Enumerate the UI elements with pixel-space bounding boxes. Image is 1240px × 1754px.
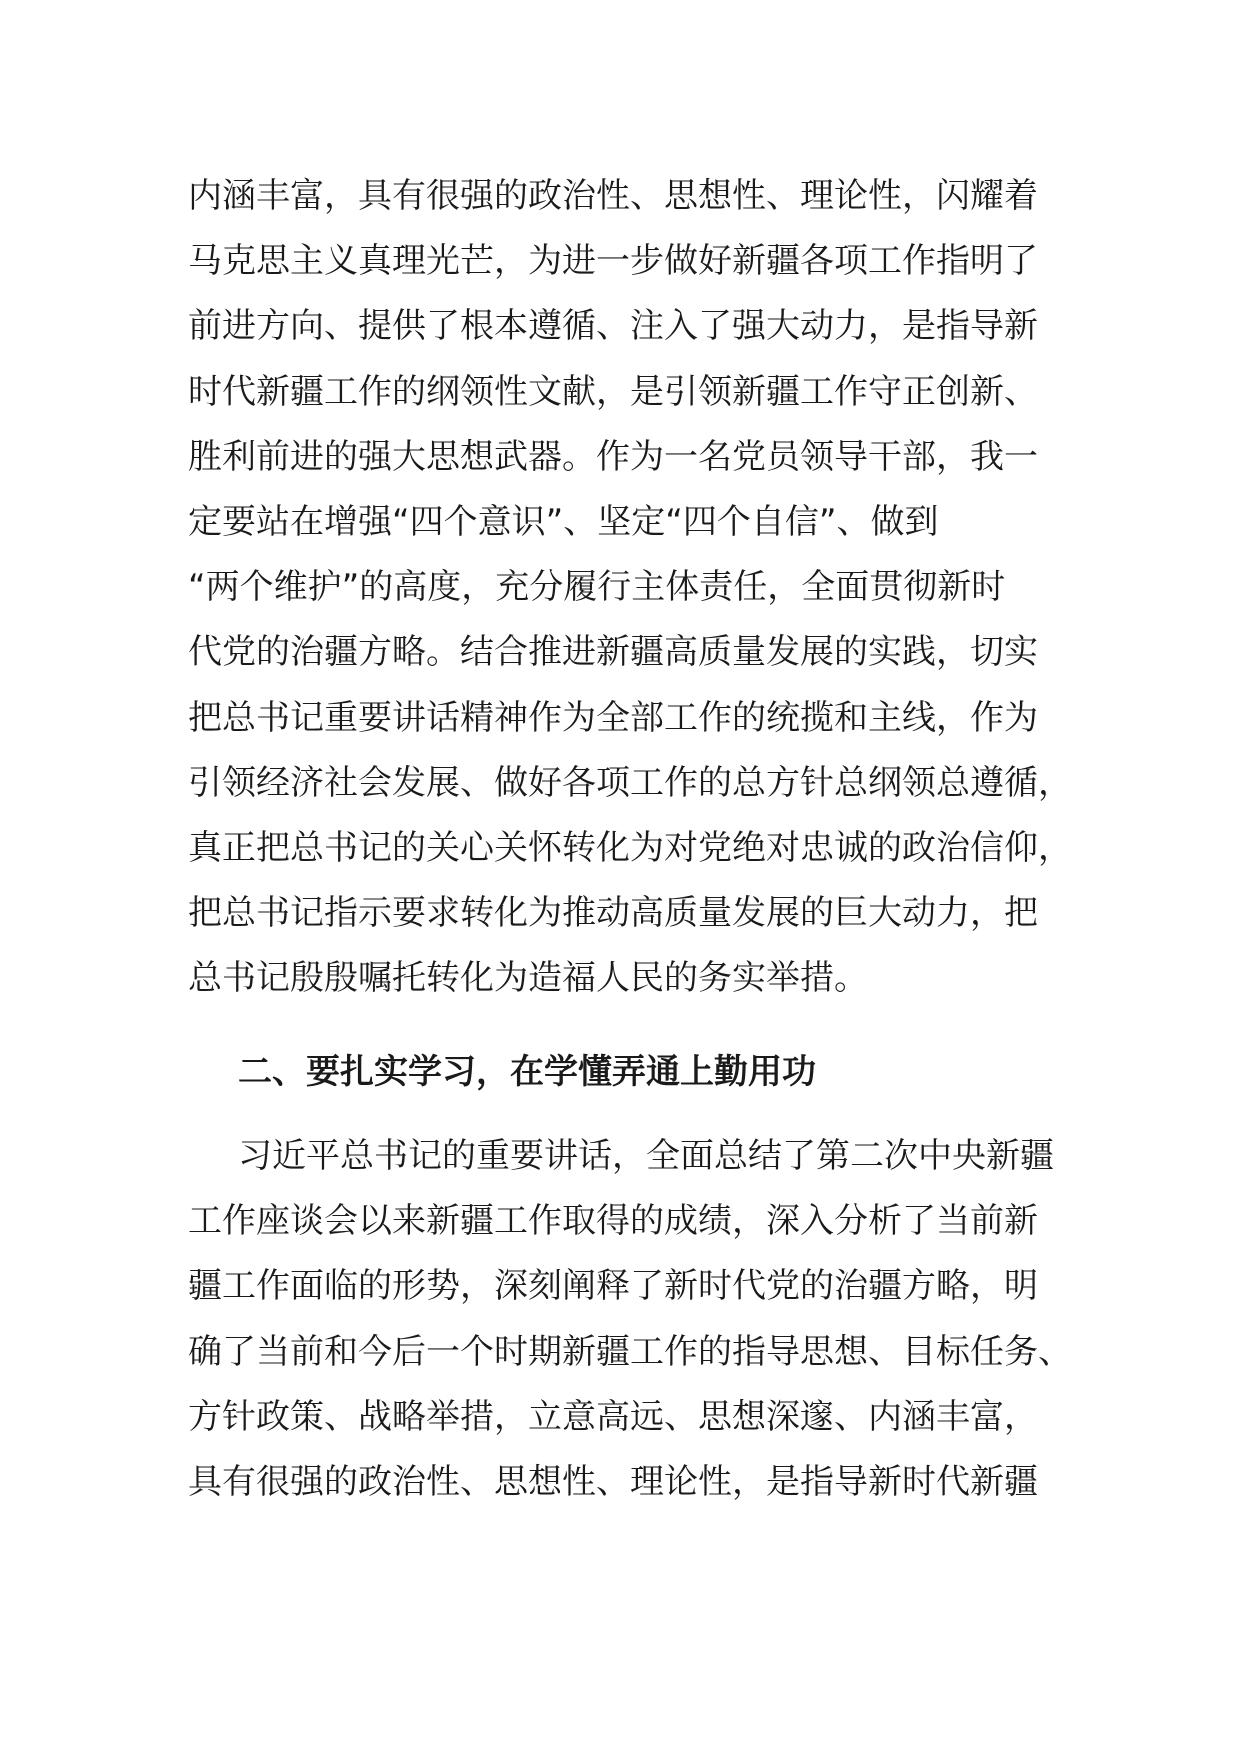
paragraph-line: “两个维护”的高度，充分履行主体责任，全面贯彻新时 xyxy=(188,567,1006,608)
paragraph-line: 前进方向、提供了根本遵循、注入了强大动力，是指导新 xyxy=(188,306,1038,347)
paragraph-line: 引领经济社会发展、做好各项工作的总方针总纲领总遵循， xyxy=(188,762,1072,803)
paragraph-line: 具有很强的政治性、思想性、理论性，是指导新时代新疆 xyxy=(188,1461,1038,1502)
paragraph-line: 总书记殷殷嘱托转化为造福人民的务实举措。 xyxy=(188,958,868,999)
paragraph-1 xyxy=(188,164,1072,1011)
paragraph-2 xyxy=(188,1124,1072,1515)
paragraph-line: 内涵丰富，具有很强的政治性、思想性、理论性，闪耀着 xyxy=(188,176,1038,216)
section-heading: 二、要扎实学习，在学懂弄通上勤用功 xyxy=(238,1052,816,1092)
paragraph-line: 工作座谈会以来新疆工作取得的成绩，深入分析了当前新 xyxy=(188,1201,1038,1242)
paragraph-line: 时代新疆工作的纲领性文献，是引领新疆工作守正创新、 xyxy=(188,371,1038,412)
paragraph-line: 习近平总书记的重要讲话，全面总结了第二次中央新疆 xyxy=(238,1136,1054,1176)
paragraph-line: 定要站在增强“四个意识”、坚定“四个自信”、做到 xyxy=(188,501,939,542)
paragraph-line: 真正把总书记的关心关怀转化为对党绝对忠诚的政治信仰， xyxy=(188,827,1072,868)
paragraph-line: 把总书记重要讲话精神作为全部工作的统揽和主线，作为 xyxy=(188,697,1038,738)
paragraph-line: 确了当前和今后一个时期新疆工作的指导思想、目标任务、 xyxy=(188,1331,1072,1372)
paragraph-line: 胜利前进的强大思想武器。作为一名党员领导干部，我一 xyxy=(188,436,1038,477)
paragraph-line: 疆工作面临的形势，深刻阐释了新时代党的治疆方略，明 xyxy=(188,1266,1038,1307)
paragraph-line: 马克思主义真理光芒，为进一步做好新疆各项工作指明了 xyxy=(188,241,1038,282)
paragraph-line: 代党的治疆方略。结合推进新疆高质量发展的实践，切实 xyxy=(188,632,1038,673)
paragraph-line: 把总书记指示要求转化为推动高质量发展的巨大动力，把 xyxy=(188,893,1038,934)
paragraph-line: 方针政策、战略举措，立意高远、思想深邃、内涵丰富， xyxy=(188,1396,1038,1437)
